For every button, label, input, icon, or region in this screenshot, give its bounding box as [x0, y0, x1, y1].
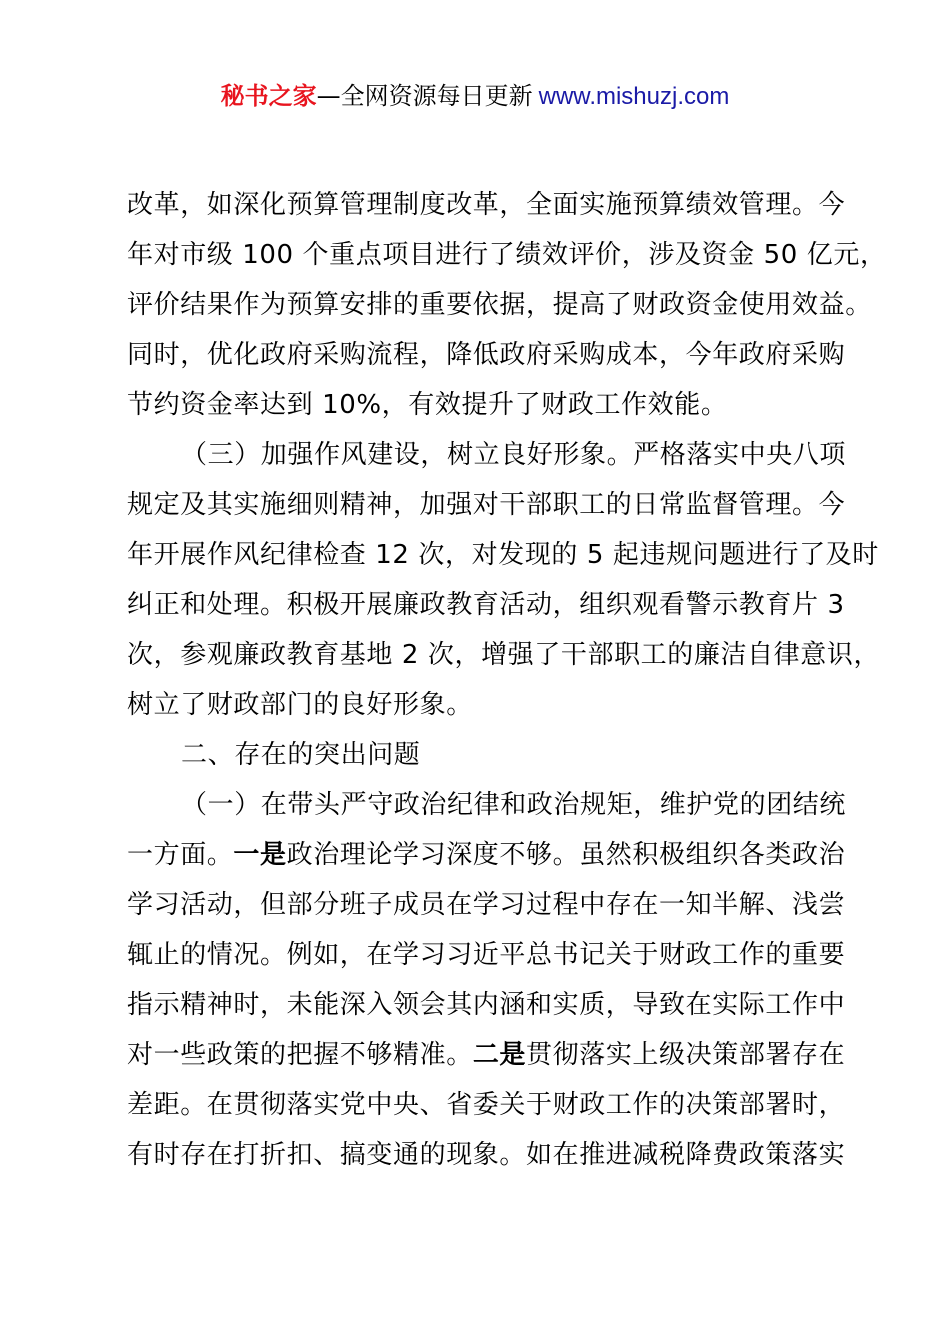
- site-header: [0, 80, 950, 113]
- document-body: [127, 180, 887, 1180]
- site-tagline: —全网资源每日更新: [316, 82, 533, 110]
- text-line: 评价结果作为预算安排的重要依据，提高了财政资金使用效益。: [127, 290, 872, 320]
- text-line: 节约资金率达到 10%，有效提升了财政工作效能。: [127, 390, 728, 420]
- text-line: 树立了财政部门的良好形象。: [127, 690, 473, 720]
- text-segment: 一方面。: [127, 840, 234, 870]
- site-url-link[interactable]: www.mishuzj.com: [538, 83, 730, 110]
- text-segment: 对一些政策的把握不够精准。: [127, 1040, 473, 1070]
- text-line: 学习活动，但部分班子成员在学习过程中存在一知半解、浅尝: [127, 890, 846, 920]
- text-line: 次，参观廉政教育基地 2 次，增强了干部职工的廉洁自律意识，: [127, 640, 881, 670]
- text-line: 年对市级 100 个重点项目进行了绩效评价，涉及资金 50 亿元，: [127, 240, 887, 270]
- text-line: 有时存在打折扣、搞变通的现象。如在推进减税降费政策落实: [127, 1140, 846, 1170]
- text-segment: 政治理论学习深度不够。虽然积极组织各类政治: [286, 840, 846, 870]
- text-line: 差距。在贯彻落实党中央、省委关于财政工作的决策部署时，: [127, 1090, 846, 1120]
- text-line: 纠正和处理。积极开展廉政教育活动，组织观看警示教育片 3: [127, 590, 845, 620]
- text-line: 规定及其实施细则精神，加强对干部职工的日常监督管理。今: [127, 490, 846, 520]
- section-heading: 二、存在的突出问题: [181, 740, 421, 770]
- site-brand: 秘书之家: [220, 82, 317, 110]
- text-line: 改革，如深化预算管理制度改革，全面实施预算绩效管理。今: [127, 190, 846, 220]
- paragraph-start-line: （一）在带头严守政治纪律和政治规矩，维护党的团结统: [181, 790, 847, 820]
- paragraph-start-line: （三）加强作风建设，树立良好形象。严格落实中央八项: [181, 440, 847, 470]
- emphasis-label: 二是: [472, 1040, 527, 1070]
- emphasis-label: 一是: [233, 840, 287, 870]
- text-line: 年开展作风纪律检查 12 次，对发现的 5 起违规问题进行了及时: [127, 540, 879, 570]
- text-line: 指示精神时，未能深入领会其内涵和实质，导致在实际工作中: [127, 990, 846, 1020]
- text-line: 辄止的情况。例如，在学习习近平总书记关于财政工作的重要: [127, 940, 846, 970]
- text-segment: 贯彻落实上级决策部署存在: [526, 1040, 846, 1070]
- text-line-with-emphasis: [127, 830, 846, 880]
- text-line-with-emphasis: [127, 1030, 846, 1080]
- text-line: 同时，优化政府采购流程，降低政府采购成本，今年政府采购: [127, 340, 846, 370]
